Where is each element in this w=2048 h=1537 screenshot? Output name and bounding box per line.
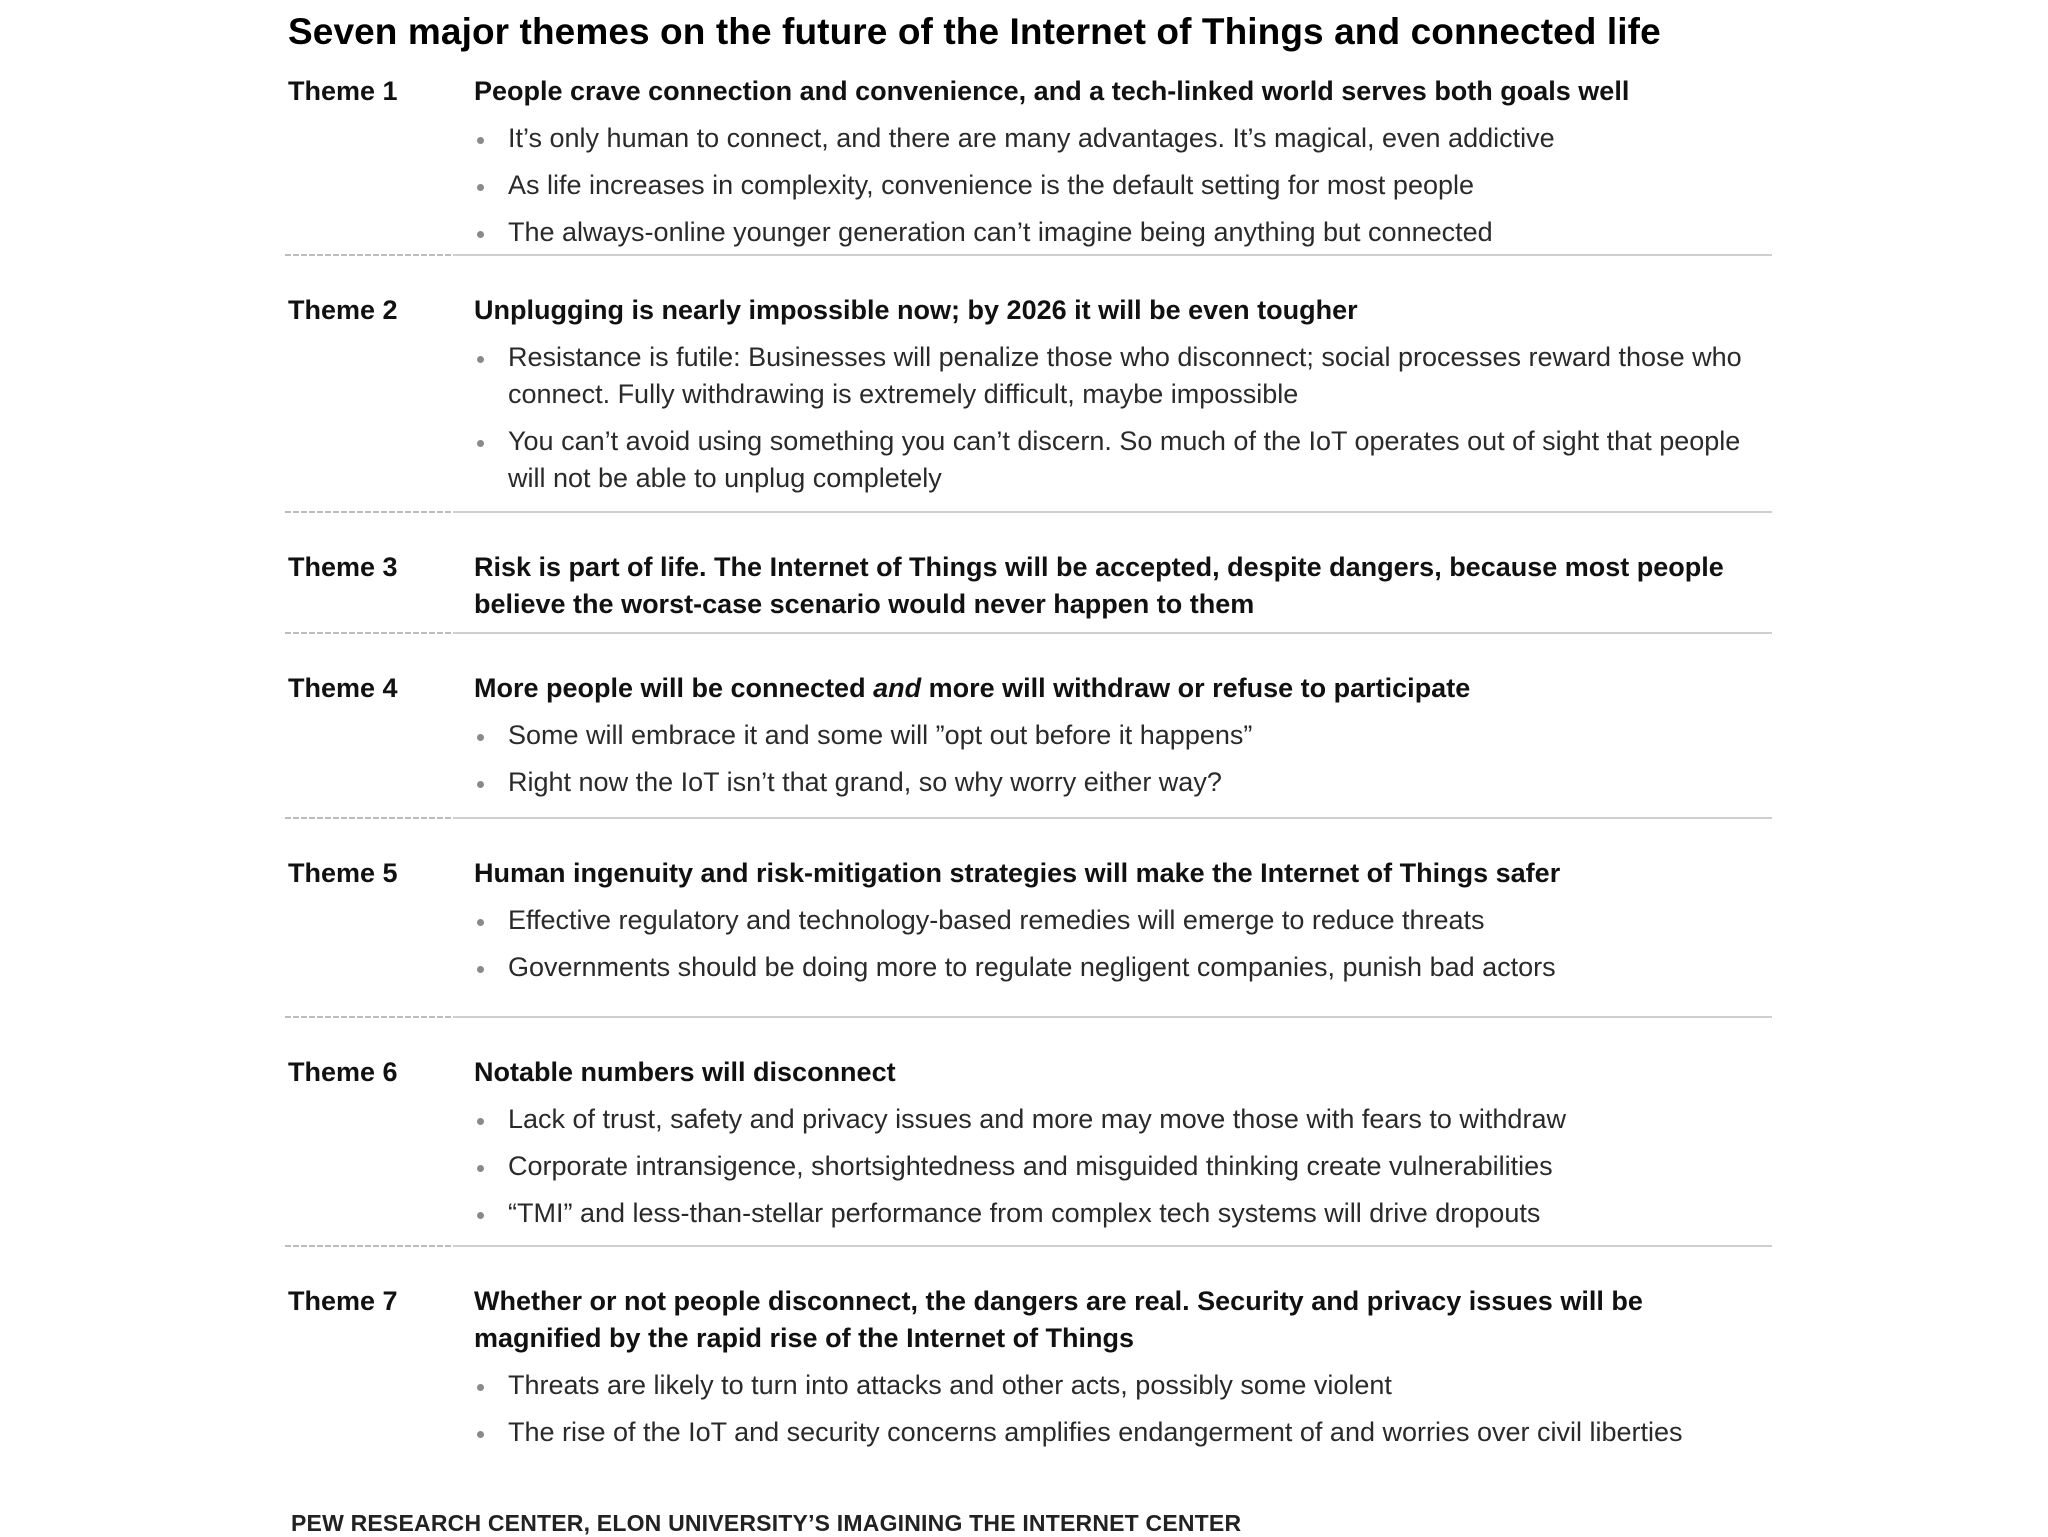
themes-list bbox=[288, 73, 1772, 1447]
theme-heading: Human ingenuity and risk-mitigation strategies will make the Internet of Things safer bbox=[474, 858, 1561, 888]
theme-row-2 bbox=[288, 256, 1772, 513]
bullet-dot-icon bbox=[477, 1118, 484, 1125]
bullet-item bbox=[474, 1148, 1764, 1185]
bullet-item bbox=[474, 120, 1764, 157]
theme-body bbox=[474, 1054, 1772, 1245]
bullet-item bbox=[474, 1195, 1764, 1232]
source-credit: PEW RESEARCH CENTER, ELON UNIVERSITY’S IMAGINING THE INTERNET CENTER bbox=[291, 1510, 1242, 1536]
bullet-dot-icon bbox=[477, 734, 484, 741]
bullet-list bbox=[474, 1367, 1764, 1451]
page-title: Seven major themes on the future of the Internet of Things and connected life bbox=[288, 11, 1661, 52]
bullet-list bbox=[474, 120, 1764, 251]
bullet-text: Threats are likely to turn into attacks and other acts, possibly some violent bbox=[508, 1370, 1392, 1400]
theme-body bbox=[474, 292, 1772, 511]
theme-heading: Risk is part of life. The Internet of Things will be accepted, despite dangers, because most people believe the worst-case scenario would never happen to them bbox=[474, 552, 1724, 619]
theme-heading-part: More people will be connected bbox=[474, 673, 874, 703]
bullet-item bbox=[474, 1414, 1764, 1451]
bullet-text: Effective regulatory and technology-based remedies will emerge to reduce threats bbox=[508, 905, 1485, 935]
bullet-dot-icon bbox=[477, 1384, 484, 1391]
bullet-text: Corporate intransigence, shortsightedness and misguided thinking create vulnerabilities bbox=[508, 1151, 1553, 1181]
theme-row-5 bbox=[288, 819, 1772, 1018]
bullet-dot-icon bbox=[477, 356, 484, 363]
bullet-dot-icon bbox=[477, 1165, 484, 1172]
bullet-text: Governments should be doing more to regulate negligent companies, punish bad actors bbox=[508, 952, 1556, 982]
bullet-dot-icon bbox=[477, 137, 484, 144]
bullet-dot-icon bbox=[477, 1212, 484, 1219]
bullet-text: “TMI” and less-than-stellar performance from complex tech systems will drive dropouts bbox=[508, 1198, 1541, 1228]
bullet-text: Right now the IoT isn’t that grand, so why worry either way? bbox=[508, 767, 1222, 797]
bullet-item bbox=[474, 339, 1764, 413]
theme-label: Theme 2 bbox=[288, 295, 398, 325]
bullet-dot-icon bbox=[477, 1431, 484, 1438]
theme-heading: Whether or not people disconnect, the dangers are real. Security and privacy issues will be magnified by the rapid rise of the Internet of Things bbox=[474, 1286, 1643, 1353]
bullet-list bbox=[474, 1101, 1764, 1232]
theme-heading-part: more will withdraw or refuse to participate bbox=[921, 673, 1471, 703]
bullet-item bbox=[474, 1101, 1764, 1138]
theme-label: Theme 1 bbox=[288, 76, 398, 106]
theme-row-6 bbox=[288, 1018, 1772, 1247]
theme-row-7 bbox=[288, 1247, 1772, 1447]
bullet-text: It’s only human to connect, and there are many advantages. It’s magical, even addictive bbox=[508, 123, 1555, 153]
bullet-text: The rise of the IoT and security concerns amplifies endangerment of and worries over civil liberties bbox=[508, 1417, 1683, 1447]
theme-body bbox=[474, 855, 1772, 1016]
bullet-item bbox=[474, 214, 1764, 251]
bullet-item bbox=[474, 949, 1764, 986]
bullet-list bbox=[474, 717, 1764, 801]
bullet-list bbox=[474, 339, 1764, 497]
bullet-list bbox=[474, 902, 1764, 986]
theme-body bbox=[474, 73, 1772, 254]
bullet-text: As life increases in complexity, convenience is the default setting for most people bbox=[508, 170, 1475, 200]
theme-label: Theme 3 bbox=[288, 552, 398, 582]
theme-row-4 bbox=[288, 634, 1772, 819]
theme-heading: People crave connection and convenience, and a tech-linked world serves both goals well bbox=[474, 76, 1630, 106]
theme-label: Theme 6 bbox=[288, 1057, 398, 1087]
theme-row-3 bbox=[288, 513, 1772, 634]
document bbox=[288, 0, 1772, 1447]
bullet-dot-icon bbox=[477, 440, 484, 447]
theme-heading-emphasis: and bbox=[873, 673, 922, 703]
bullet-item bbox=[474, 902, 1764, 939]
theme-heading: Unplugging is nearly impossible now; by 2026 it will be even tougher bbox=[474, 295, 1358, 325]
bullet-dot-icon bbox=[477, 184, 484, 191]
theme-body bbox=[474, 1283, 1772, 1447]
theme-heading: Notable numbers will disconnect bbox=[474, 1057, 896, 1087]
theme-body bbox=[474, 549, 1772, 632]
bullet-text: Lack of trust, safety and privacy issues and more may move those with fears to withdraw bbox=[508, 1104, 1566, 1134]
theme-body bbox=[474, 670, 1772, 817]
theme-heading bbox=[474, 670, 1764, 707]
theme-row-1 bbox=[288, 73, 1772, 256]
bullet-item bbox=[474, 423, 1764, 497]
bullet-text: You can’t avoid using something you can’t discern. So much of the IoT operates out of sight that people will not be able to unplug completely bbox=[508, 426, 1741, 493]
theme-label: Theme 4 bbox=[288, 673, 398, 703]
bullet-item bbox=[474, 167, 1764, 204]
bullet-text: The always-online younger generation can’t imagine being anything but connected bbox=[508, 217, 1493, 247]
bullet-text: Some will embrace it and some will ”opt out before it happens” bbox=[508, 720, 1253, 750]
bullet-item bbox=[474, 717, 1764, 754]
bullet-dot-icon bbox=[477, 919, 484, 926]
bullet-dot-icon bbox=[477, 781, 484, 788]
theme-label: Theme 7 bbox=[288, 1286, 398, 1316]
bullet-item bbox=[474, 1367, 1764, 1404]
theme-label: Theme 5 bbox=[288, 858, 398, 888]
bullet-text: Resistance is futile: Businesses will penalize those who disconnect; social processes reward those who connect. Fully withdrawing is extremely difficult, maybe impossible bbox=[508, 342, 1742, 409]
bullet-dot-icon bbox=[477, 231, 484, 238]
bullet-dot-icon bbox=[477, 966, 484, 973]
bullet-item bbox=[474, 764, 1764, 801]
